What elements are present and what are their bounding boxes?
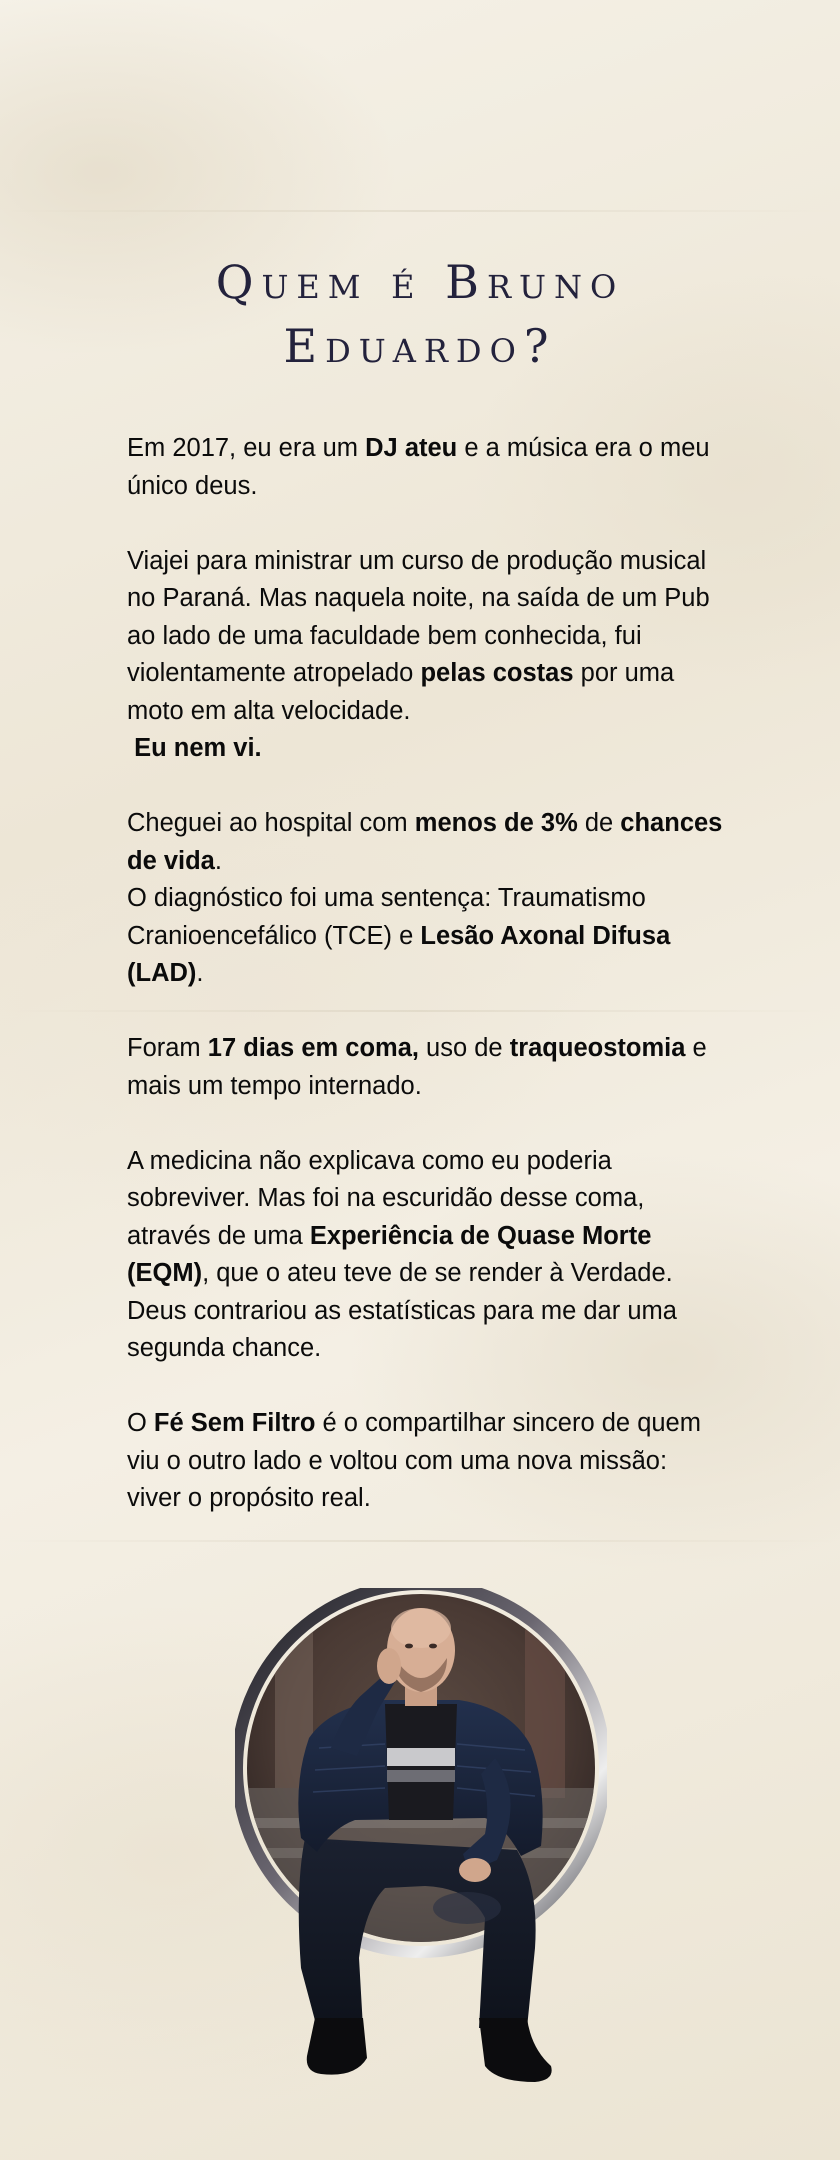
text-span: uso de	[418, 1034, 510, 1062]
portrait	[235, 1588, 607, 2108]
text-span: .	[196, 959, 204, 987]
emphasis-chances-de-vida: chances de vida	[127, 809, 723, 875]
story-paragraph-2	[127, 543, 727, 768]
text-span: Foram	[127, 1034, 208, 1062]
text-span: Em 2017, eu era um	[127, 434, 366, 462]
emphasis-fe-sem-filtro: Fé Sem Filtro	[153, 1409, 316, 1437]
story-paragraph-3	[127, 805, 727, 993]
story-body	[127, 430, 727, 1555]
emphasis-dj-ateu: DJ ateu	[365, 434, 458, 462]
text-span: , que o ateu teve de se render à Verdade. Deus contrariou as estatísticas para me dar uma segunda chance.	[127, 1259, 677, 1362]
emphasis-menos-de-3: menos de 3%	[414, 809, 578, 837]
paper-crease	[0, 210, 840, 212]
text-span: e mais um tempo internado.	[127, 1034, 707, 1100]
diagnosis-line	[127, 880, 727, 993]
text-span: e a música era o meu único deus.	[127, 434, 710, 500]
title-line-1: Quem é Bruno	[215, 255, 625, 309]
story-paragraph-5	[127, 1143, 727, 1368]
story-paragraph-6	[127, 1405, 727, 1518]
person-photo-icon	[235, 1588, 607, 2108]
title-line-2: Eduardo?	[283, 319, 557, 373]
emphasis-eqm: Experiência de Quase Morte (EQM)	[127, 1221, 652, 1287]
text-span: Viajei para ministrar um curso de produção musical no Paraná. Mas naquela noite, na saída de um Pub ao lado de uma faculdade bem conhecida, fui violentamente atropelado	[127, 546, 710, 687]
text-span: O	[127, 1409, 154, 1437]
emphasis-eu-nem-vi: Eu nem vi.	[134, 734, 262, 762]
emphasis-17-dias: 17 dias em coma,	[207, 1034, 419, 1062]
text-span: é o compartilhar sincero de quem viu o outro lado e voltou com uma nova missão: viver o propósito real.	[127, 1409, 701, 1512]
text-span: O diagnóstico foi uma sentença: Traumatismo Cranioencefálico (TCE) e	[127, 884, 646, 950]
text-span: A medicina não explicava como eu poderia sobreviver. Mas foi na escuridão desse coma, através de uma	[127, 1146, 645, 1250]
story-paragraph-1	[127, 430, 727, 505]
emphasis-line	[127, 730, 727, 768]
text-span: .	[214, 846, 222, 875]
emphasis-pelas-costas: pelas costas	[420, 659, 574, 687]
emphasis-traqueostomia: traqueostomia	[509, 1034, 686, 1062]
story-paragraph-4	[127, 1030, 727, 1105]
text-span: por uma moto em alta velocidade.	[127, 659, 675, 725]
emphasis-lad: Lesão Axonal Difusa (LAD)	[127, 921, 671, 987]
text-span: Cheguei ao hospital com	[127, 809, 415, 837]
text-span: de	[577, 809, 621, 837]
page-title	[120, 250, 720, 378]
